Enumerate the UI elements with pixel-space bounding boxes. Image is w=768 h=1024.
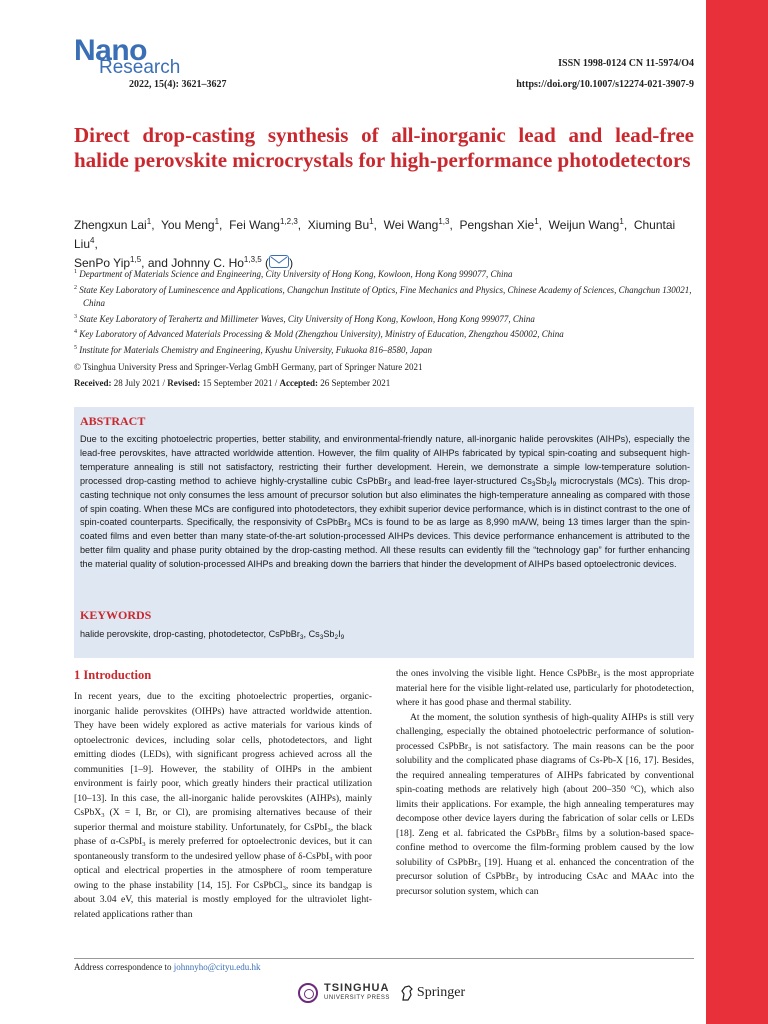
logo-nano-text: Nano [74,34,147,67]
doi-link[interactable]: https://doi.org/10.1007/s12274-021-3907-9 [516,79,694,90]
journal-citation: 2022, 15(4): 3621–3627 [129,79,227,90]
author: Johnny C. Ho$^{1,3,5}$ [171,255,262,270]
footer-divider [74,958,694,959]
springer-logo: Springer [400,985,465,1001]
body-column-left [74,690,372,922]
affiliation: $^5$ Institute for Materials Chemistry and Engineering, Kyushu University, Fukuoka 816–8580, Japan [74,344,432,355]
side-color-bar [706,0,768,1024]
paragraph: At the moment, the solution synthesis of high-quality AIHPs is still very challenging, especially the obtained photoelectric performance of solution-processed CsPbBr$_3$ is not satisfactory. The main reasons can be the poor solubility and the complicated phase diagrams of Cs-Pb-X [16, 17]. Besides, the required annealing temperatures of AIHPs fabricated by conventional spin-coating methods are relatively high (about 200–350 °C), which also limits their applications. For example, the high annealing temperatures may decompose other device layers during the fabrication of solar cells or LEDs [18]. Zeng et al. fabricated the CsPbBr$_3$ films by a solution-based space-confine method to overcome the film-forming problem caused by the low solubility of CsPbBr$_3$ [19]. Huang et al. enhanced the concentration of the precursor solution of CsPbBr$_3$ by introducing CsAc and MAAc into the precursor solution system, which can [396,711,694,897]
article-dates: Received: 28 July 2021 / Revised: 15 September 2021 / Accepted: 26 September 2021 [74,378,391,388]
keywords-heading: KEYWORDS [80,608,152,622]
authors-and: and [147,256,168,270]
author: Chuntai Liu$^4$ [74,218,676,251]
paragraph: In recent years, due to the exciting photoelectric properties, organic-inorganic halide perovskites (OIHPs) have attracted worldwide attention. They have been widely explored as active materials for various kinds of optoelectronic devices, including solar cells, photodetectors, and light emitting diodes (LEDs), with significant progress achieved across all the communities [1–9]. However, the stability of OIHPs in the ambient environment is fairly poor, which greatly hinders their practical utilization [10–13]. In this case, the all-inorganic halide perovskites (AIHPs), mainly CsPbX$_3$ (X = I, Br, or Cl), are promising alternatives because of their superior thermal and moisture stability. Unfortunately, for CsPbI$_3$, the black phase of α-CsPbI$_3$ is merely preferred for optoelectronic devices, but it can spontaneously transform to the undesired yellow phase of δ-CsPbI$_3$ with poor optical and electrical properties in the atmosphere of room temperature owing to the phase instability [14, 15]. For CsPbCl$_3$, since its bandgap is about 3.04 eV, this material is mostly employed for the ultraviolet light-related applications rather than [74,691,373,920]
publisher-logos [298,983,465,1003]
logo-research-text: Research [99,57,181,78]
affiliation: $^2$ State Key Laboratory of Luminescence and Applications, Changchun Institute of Optics, Fine Mechanics and Physics, Chinese Academy of Sciences, Changchun 130021, China [74,284,692,308]
journal-logo [74,34,181,78]
section-heading-introduction: 1 Introduction [74,668,152,682]
abstract-heading: ABSTRACT [80,414,146,428]
author: Zhengxun Lai$^1$ [74,217,152,232]
copyright: © Tsinghua University Press and Springer-Verlag GmbH Germany, part of Springer Nature 2021 [74,362,423,372]
body-column-right [396,667,694,899]
correspondence-address: Address correspondence to johnnyho@cityu.edu.hk [74,962,261,972]
author: SenPo Yip$^{1,5}$ [74,255,142,270]
author-list: Zhengxun Lai$^1$, You Meng$^1$, Fei Wang$^{1,2,3}$, Xiuming Bu$^1$, Wei Wang$^{1,3}$, Pengshan Xie$^1$, Weijun Wang$^1$, Chuntai Liu$^4$, SenPo Yip$^{1,5}$, and Johnny C. Ho$^{1,3,5}$ ( ) [74,217,676,270]
author: Weijun Wang$^1$ [548,217,624,232]
issn-cn: ISSN 1998-0124 CN 11-5974/O4 [558,58,694,69]
abstract-text: Due to the exciting photoelectric properties, better stability, and environmental-friendly nature, all-inorganic halide perovskites (AIHPs), especially the lead-free perovskites, have attracted worldwide attention. However, the film quality of AIHPs fabricated by typical spin-coating and subsequent high-temperature annealing is still not satisfactory, restricting their further development. Herein, we demonstrate a simple low-temperature solution-processed drop-casting method to achieve highly-crystalline cubic CsPbBr$_3$ and lead-free layer-structured $Cs_3Sb_2I_9$ microcrystals (MCs). This drop-casting technique not only consumes the less amount of precursor solution but also eliminates the high-temperature annealing as compared with those of spin coating. When these MCs are configured into photodetectors, they exhibit superior device performance, which is in distinct contrast to the one of spin-coated counterparts. Specifically, the responsivity of CsPbBr$_3$ MCs is found to be as large as 8,990 mA/W, being 13 times larger than the spin-coated films and even better than many state-of-the-art solution-processed AIHPs devices. This device performance enhancement is attributed to the better film quality and phase purity obtained by the drop-casting method. All these results can evidently fill the “technology gap” for further enhancing the material quality of solution-processed AIHPs and breaking down the barriers that hinder the development of AIHPs based optoelectronic devices. [80,434,691,570]
author: Pengshan Xie$^1$ [459,217,539,232]
tsinghua-seal-icon [298,983,318,1003]
abstract-box [74,407,694,658]
paper-title: Direct drop-casting synthesis of all-inorganic lead and lead-free halide perovskite microcrystals for high-performance photodetectors [74,123,694,172]
author: You Meng$^1$ [160,217,220,232]
affiliation: $^1$ Department of Materials Science and Engineering, City University of Hong Kong, Kowloon, Hong Kong 999077, China [74,269,513,279]
correspondence-email[interactable]: johnnyho@cityu.edu.hk [173,962,261,972]
paragraph: the ones involving the visible light. Hence CsPbBr$_3$ is the most appropriate material here for the visible light-related use, particularly for photodetection, where it has good phase and thermal stability. [396,668,694,708]
affiliation: $^4$ Key Laboratory of Advanced Materials Processing & Mold (Zhengzhou University), Ministry of Education, Zhengzhou 450002, China [74,329,564,339]
springer-horse-icon [400,985,414,1001]
author: Fei Wang$^{1,2,3}$ [229,217,298,232]
author: Wei Wang$^{1,3}$ [383,217,450,232]
affiliations [74,266,704,357]
affiliation: $^3$ State Key Laboratory of Terahertz and Millimeter Waves, City University of Hong Kong, Kowloon, Hong Kong 999077, China [74,313,535,324]
tsinghua-logo: TSINGHUA UNIVERSITY PRESS [324,982,390,1001]
author: Xiuming Bu$^1$ [307,217,374,232]
keywords-text: halide perovskite, drop-casting, photodetector, CsPbBr$_3$, $Cs_3Sb_2I_9$ [80,629,345,641]
